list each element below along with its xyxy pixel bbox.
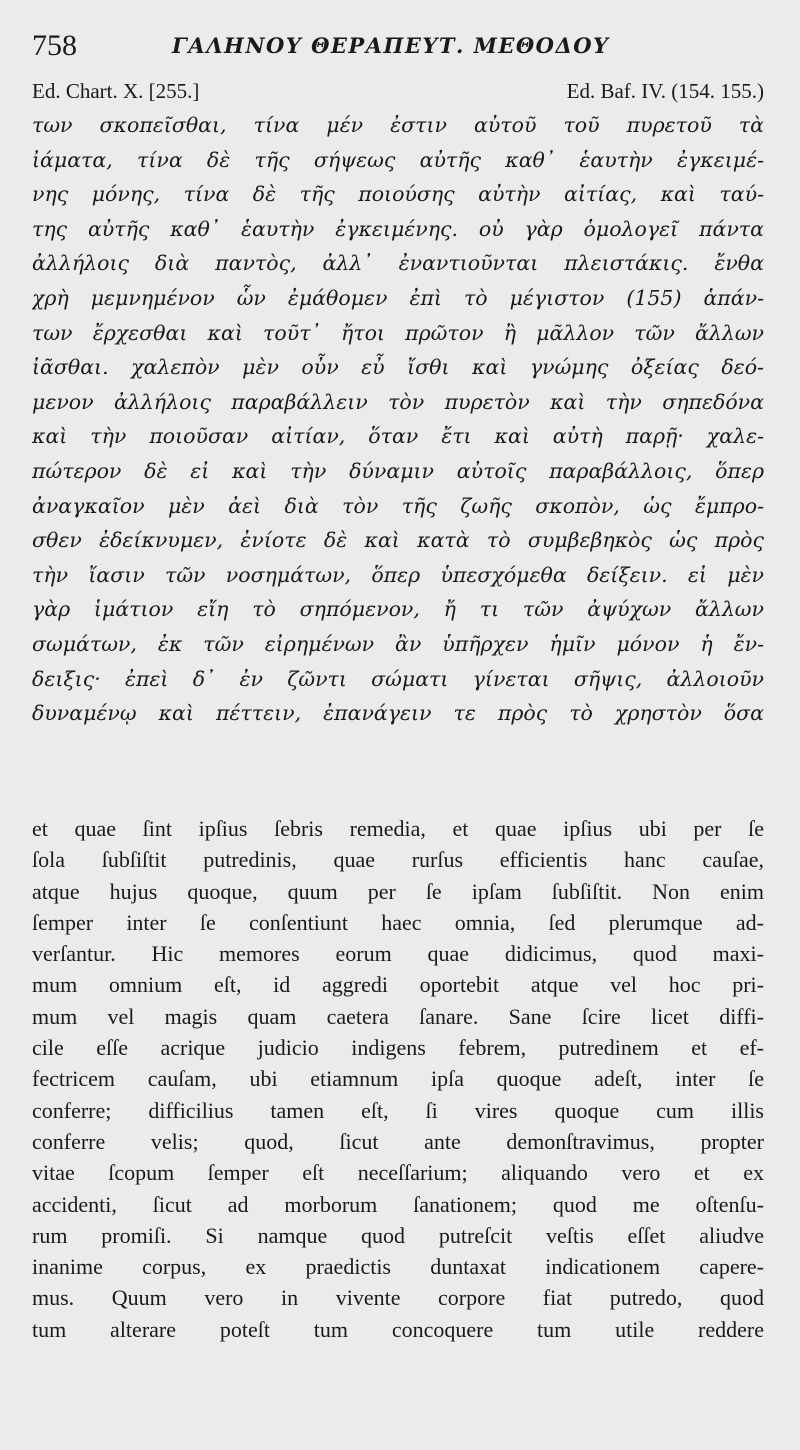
latin-line: vitae ſcopum ſemper eſt neceſſarium; aliquando vero et ex: [32, 1160, 764, 1186]
greek-line: των σκοπεῖσθαι, τίνα μέν ἐστιν αὐτοῦ τοῦ πυρετοῦ τὰ: [32, 113, 764, 137]
latin-text-block: [32, 813, 764, 1345]
greek-line: πώτερον δὲ εἰ καὶ τὴν δύναμιν αὐτοῖς παραβάλλοις, ὅπερ: [32, 458, 764, 483]
latin-line: rum promiſi. Si namque quod putreſcit veſtis eſſet aliudve: [32, 1222, 764, 1248]
edition-reference-basel: Ed. Baf. IV. (154. 155.): [566, 79, 764, 103]
running-head: [32, 28, 764, 64]
edition-references: [32, 76, 764, 106]
latin-line: et quae ſint ipſius ſebris remedia, et quae ipſius ubi per ſe: [32, 816, 764, 841]
edition-reference-chartier: Ed. Chart. X. [255.]: [32, 79, 200, 103]
greek-line: ἀναγκαῖον μὲν ἀεὶ διὰ τὸν τῆς ζωῆς σκοπὸν, ὡς ἔμπρο-: [32, 493, 764, 518]
greek-line: γὰρ ἱμάτιον εἴη τὸ σηπόμενον, ἤ τι τῶν ἀψύχων ἄλλων: [32, 597, 764, 622]
greek-line: μενον ἀλλήλοις παραβάλλειν τὸν πυρετὸν καὶ τὴν σηπεδόνα: [32, 389, 764, 414]
latin-line: inanime corpus, ex praedictis duntaxat indicationem capere-: [32, 1254, 764, 1280]
latin-line: tum alterare poteſt tum concoquere tum utile reddere: [32, 1316, 764, 1342]
latin-line: verſantur. Hic memores eorum quae didicimus, quod maxi-: [32, 941, 764, 967]
greek-line: της αὐτῆς καθ᾽ ἑαυτὴν ἐγκειμένης. οὐ γὰρ ὁμολογεῖ πάντα: [32, 216, 764, 241]
latin-line: fectricem cauſam, ubi etiamnum ipſa quoque adeſt, inter ſe: [32, 1066, 764, 1092]
greek-line: ἰάματα, τίνα δὲ τῆς σήψεως αὐτῆς καθ᾽ ἑαυτὴν ἐγκειμέ-: [32, 147, 764, 172]
greek-text-block: [32, 108, 764, 731]
latin-line: mus. Quum vero in vivente corpore fiat putredo, quod: [32, 1285, 764, 1311]
latin-line: ſola ſubſiſtit putredinis, quae rurſus efficientis hanc cauſae,: [32, 847, 764, 873]
greek-line: νης μόνης, τίνα δὲ τῆς ποιούσης αὐτὴν αἰτίας, καὶ ταύ-: [32, 182, 764, 207]
greek-line: καὶ τὴν ποιοῦσαν αἰτίαν, ὅταν ἔτι καὶ αὐτὴ παρῇ· χαλε-: [32, 424, 764, 449]
latin-line: conferre velis; quod, ſicut ante demonſtravimus, propter: [32, 1128, 764, 1154]
greek-line: δυναμένῳ καὶ πέττειν, ἐπανάγειν τε πρὸς τὸ χρηστὸν ὅσα: [32, 701, 764, 726]
latin-line: mum omnium eſt, id aggredi oportebit atque vel hoc pri-: [32, 972, 764, 998]
latin-line: ſemper inter ſe conſentiunt haec omnia, ſed plerumque ad-: [32, 909, 764, 935]
latin-line: cile eſſe acrique judicio indigens febrem, putredinem et ef-: [32, 1035, 764, 1061]
greek-line: τὴν ἴασιν τῶν νοσημάτων, ὅπερ ὑπεσχόμεθα δείξειν. εἰ μὲν: [32, 562, 764, 587]
greek-line: σθεν ἐδείκνυμεν, ἐνίοτε δὲ καὶ κατὰ τὸ συμβεβηκὸς ὡς πρὸς: [32, 528, 764, 553]
latin-line: mum vel magis quam caetera ſanare. Sane ſcire licet diffi-: [32, 1003, 764, 1029]
running-title: ΓΑΛΗΝΟΥ ΘΕΡΑΠΕΥΤ. ΜΕΘΟΔΟΥ: [172, 33, 610, 58]
greek-line: των ἔρχεσθαι καὶ τοῦτ᾽ ἤτοι πρῶτον ἢ μᾶλλον τῶν ἄλλων: [32, 320, 764, 345]
greek-line: δειξις· ἐπεὶ δ᾽ ἐν ζῶντι σώματι γίνεται σῆψις, ἀλλοιοῦν: [32, 666, 764, 691]
latin-line: accidenti, ſicut ad morborum ſanationem; quod me oſtenſu-: [32, 1191, 764, 1217]
greek-line: χρὴ μεμνημένον ὧν ἐμάθομεν ἐπὶ τὸ μέγιστον (155) ἁπάν-: [32, 285, 764, 310]
latin-line: atque hujus quoque, quum per ſe ipſam ſubſiſtit. Non enim: [32, 878, 764, 904]
greek-line: σωμάτων, ἐκ τῶν εἰρημένων ἂν ὑπῆρχεν ἡμῖν μόνον ἡ ἔν-: [32, 631, 764, 656]
greek-line: ἰᾶσθαι. χαλεπὸν μὲν οὖν εὖ ἴσθι καὶ γνώμης ὀξείας δεό-: [32, 355, 764, 380]
greek-line: ἀλλήλοις διὰ παντὸς, ἀλλ᾽ ἐναντιοῦνται πλειστάκις. ἔνθα: [32, 251, 764, 276]
latin-line: conferre; difficilius tamen eſt, ſi vires quoque cum illis: [32, 1097, 764, 1123]
page-number: 758: [32, 29, 77, 62]
